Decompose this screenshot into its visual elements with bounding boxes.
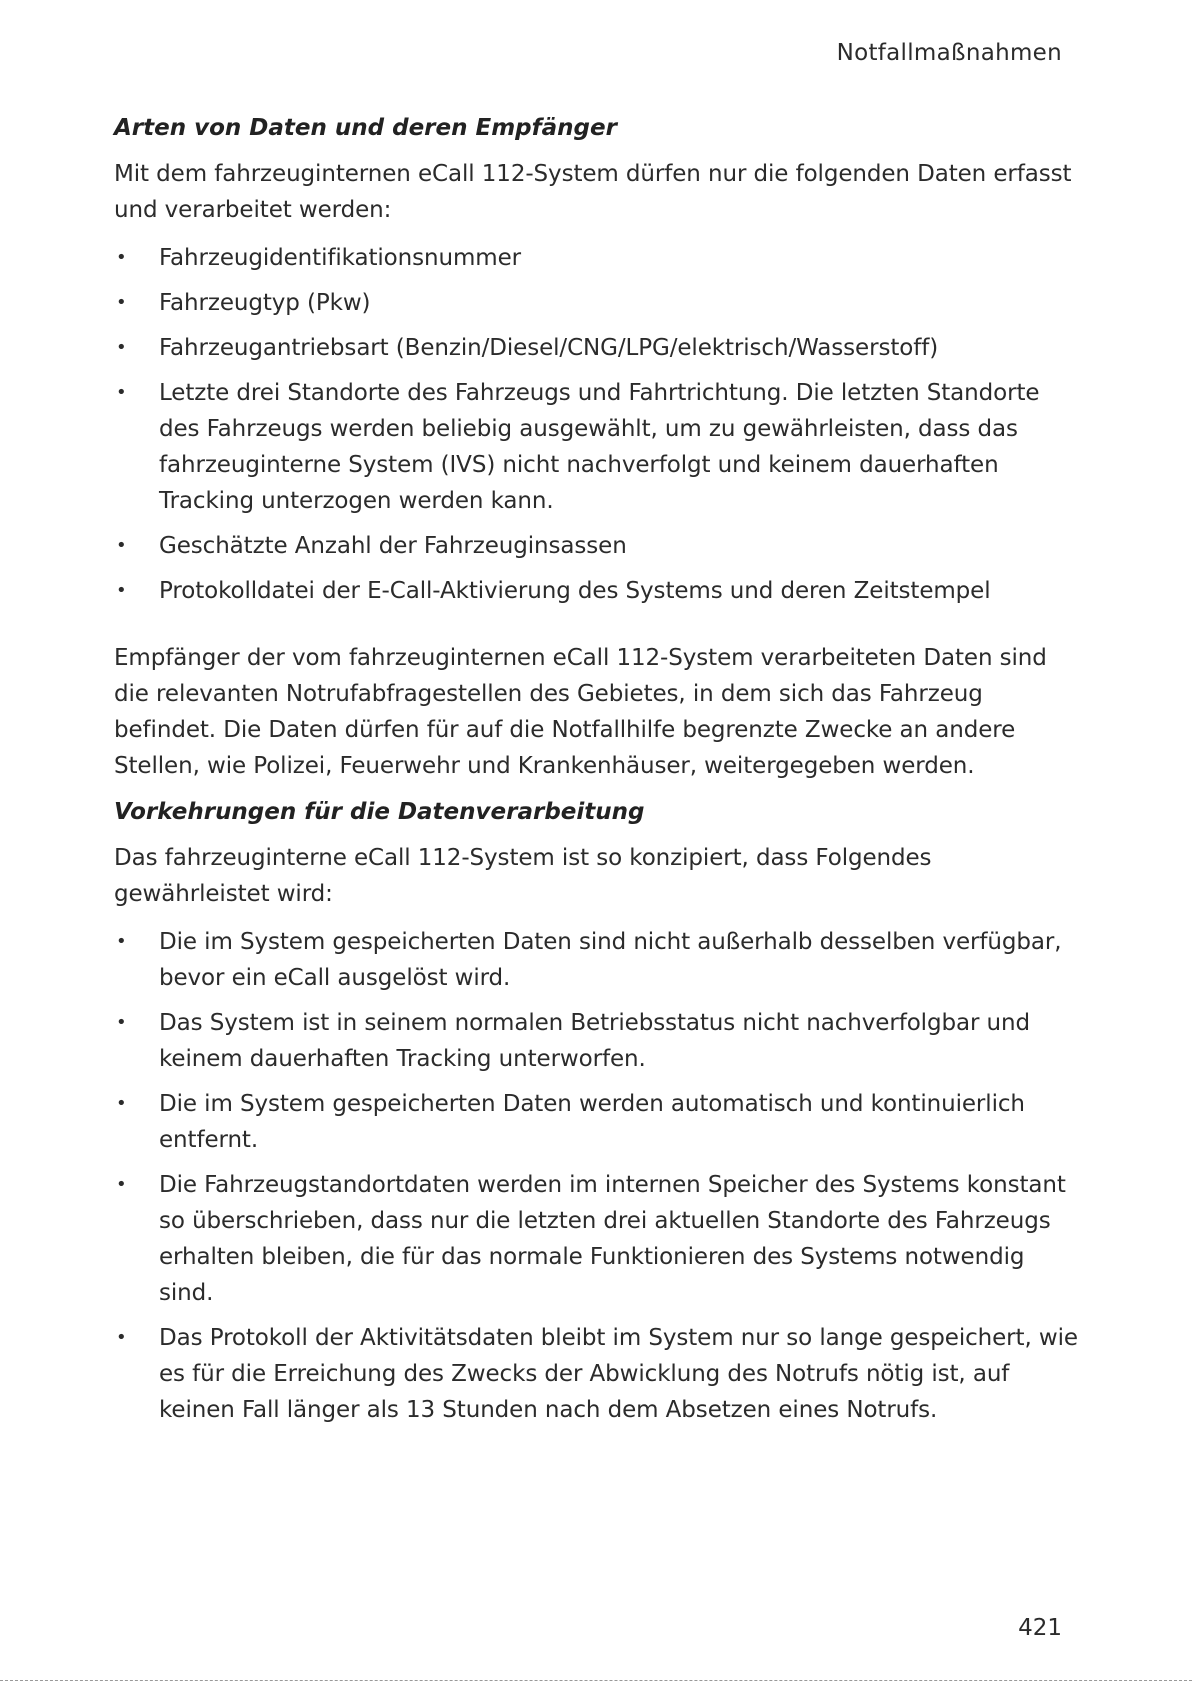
section-processing bbox=[114, 796, 1079, 1428]
bullet-icon: • bbox=[116, 247, 127, 268]
processing-list bbox=[114, 924, 1079, 1428]
list-item-text: Die im System gespeicherten Daten sind nicht außerhalb desselben verfügbar, bevor ein eCall ausgelöst wird. bbox=[159, 929, 1062, 991]
list-item-text: Fahrzeugantriebsart (Benzin/Diesel/CNG/LPG/elektrisch/Wasserstoff) bbox=[159, 335, 939, 361]
list-item-text: Die im System gespeicherten Daten werden automatisch und kontinuierlich entfernt. bbox=[159, 1091, 1025, 1153]
section-heading-data-types: Arten von Daten und deren Empfänger bbox=[114, 115, 617, 141]
list-item bbox=[114, 240, 1079, 276]
bullet-icon: • bbox=[116, 292, 127, 313]
list-item-text: Fahrzeugtyp (Pkw) bbox=[159, 290, 371, 316]
list-item-text: Geschätzte Anzahl der Fahrzeuginsassen bbox=[159, 533, 627, 559]
bullet-icon: • bbox=[116, 1093, 127, 1114]
page-content bbox=[114, 112, 1079, 1437]
list-item bbox=[114, 285, 1079, 321]
bullet-icon: • bbox=[116, 1174, 127, 1195]
section-heading-processing: Vorkehrungen für die Datenverarbeitung bbox=[114, 799, 645, 825]
list-item-text: Protokolldatei der E-Call-Aktivierung des Systems und deren Zeitstempel bbox=[159, 578, 991, 604]
bullet-icon: • bbox=[116, 1012, 127, 1033]
page-edge-divider bbox=[0, 1680, 1192, 1681]
list-item-text: Letzte drei Standorte des Fahrzeugs und Fahrtrichtung. Die letzten Standorte des Fahrzeugs werden beliebig ausgewählt, um zu gewährleisten, dass das fahrzeuginterne System (IVS) nicht nachverfolgt und keinem dauerhaften Tracking unterzogen werden kann. bbox=[159, 380, 1040, 514]
bullet-icon: • bbox=[116, 1327, 127, 1348]
list-item-text: Fahrzeugidentifikationsnummer bbox=[159, 245, 521, 271]
list-item bbox=[114, 375, 1079, 519]
list-item bbox=[114, 528, 1079, 564]
section-intro: Das fahrzeuginterne eCall 112-System ist so konzipiert, dass Folgendes gewährleistet wird: bbox=[114, 845, 932, 907]
list-item bbox=[114, 330, 1079, 366]
recipients-paragraph: Empfänger der vom fahrzeuginternen eCall 112-System verarbeiteten Daten sind die relevanten Notrufabfragestellen des Gebietes, in dem sich das Fahrzeug befindet. Die Daten dürfen für auf die Notfallhilfe begrenzte Zwecke an andere Stellen, wie Polizei, Feuerwehr und Krankenhäuser, weitergegeben werden. bbox=[114, 645, 1047, 779]
list-item-text: Die Fahrzeugstandortdaten werden im internen Speicher des Systems konstant so überschrieben, dass nur die letzten drei aktuellen Standorte des Fahrzeugs erhalten bleiben, die für das normale Funktionieren des Systems notwendig sind. bbox=[159, 1172, 1066, 1306]
running-header: Notfallmaßnahmen bbox=[836, 40, 1062, 66]
section-intro: Mit dem fahrzeuginternen eCall 112-System dürfen nur die folgenden Daten erfasst und verarbeitet werden: bbox=[114, 161, 1072, 223]
list-item bbox=[114, 573, 1079, 609]
bullet-icon: • bbox=[116, 337, 127, 358]
list-item bbox=[114, 1320, 1079, 1428]
spacer bbox=[114, 618, 1079, 640]
bullet-icon: • bbox=[116, 580, 127, 601]
list-item bbox=[114, 1005, 1079, 1077]
bullet-icon: • bbox=[116, 382, 127, 403]
bullet-icon: • bbox=[116, 535, 127, 556]
list-item-text: Das Protokoll der Aktivitätsdaten bleibt im System nur so lange gespeichert, wie es für die Erreichung des Zwecks der Abwicklung des Notrufs nötig ist, auf keinen Fall länger als 13 Stunden nach dem Absetzen eines Notrufs. bbox=[159, 1325, 1078, 1423]
page-number: 421 bbox=[1018, 1615, 1062, 1641]
list-item bbox=[114, 1086, 1079, 1158]
data-types-list bbox=[114, 240, 1079, 609]
list-item bbox=[114, 924, 1079, 996]
list-item bbox=[114, 1167, 1079, 1311]
list-item-text: Das System ist in seinem normalen Betriebsstatus nicht nachverfolgbar und keinem dauerhaften Tracking unterworfen. bbox=[159, 1010, 1030, 1072]
bullet-icon: • bbox=[116, 931, 127, 952]
